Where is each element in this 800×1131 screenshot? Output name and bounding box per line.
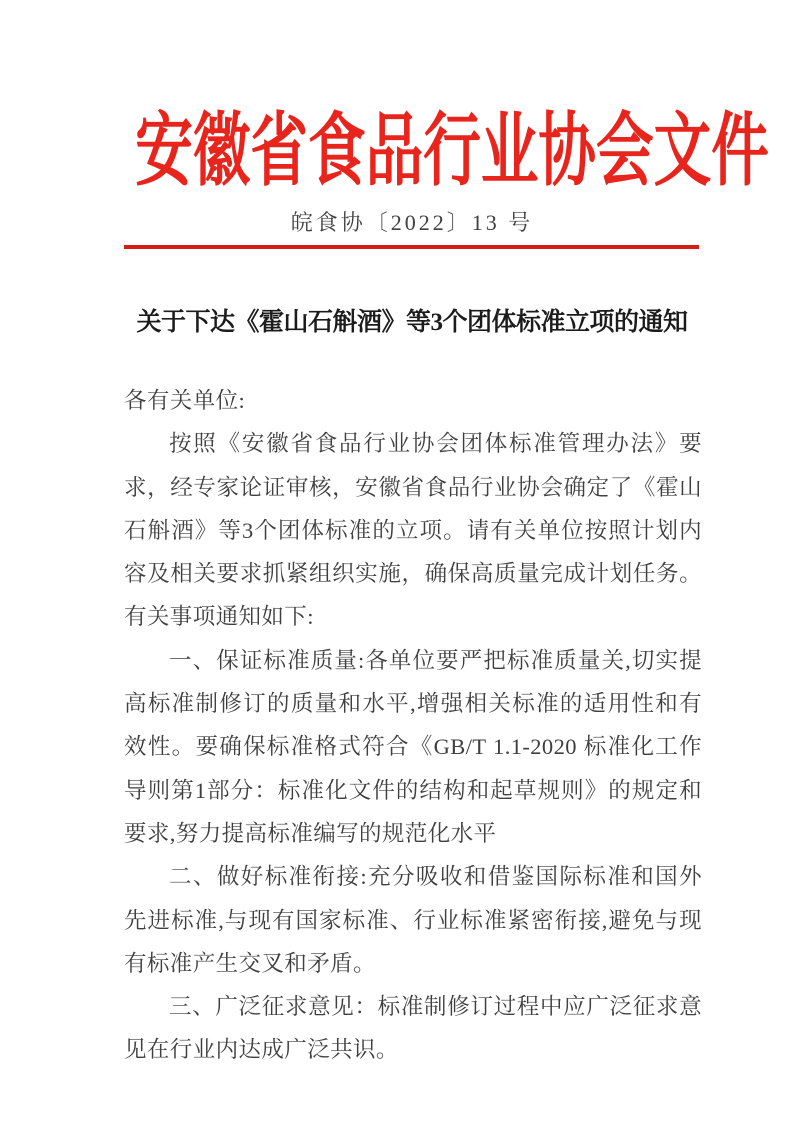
org-title <box>12 110 800 194</box>
body-paragraph-item-1: 一、保证标准质量:各单位要严把标准质量关,切实提高标准制修订的质量和水平,增强相关标准的适用性和有效性。要确保标准格式符合《GB/T 1.1-2020 标准化工作导则第1部分：标准化文件的结构和起草规则》的规定和要求,努力提高标准编写的规范化水平 <box>124 647 702 846</box>
body-paragraph-item-3: 三、广泛征求意见：标准制修订过程中应广泛征求意见在行业内达成广泛共识。 <box>124 994 702 1063</box>
red-divider-line <box>124 245 699 249</box>
body-paragraph-item-2: 二、做好标准衔接:充分吸收和借鉴国际标准和国外先进标准,与现有国家标准、行业标准紧密衔接,避免与现有标准产生交叉和矛盾。 <box>124 864 702 976</box>
salutation: 各有关单位: <box>124 388 246 413</box>
org-title-text: 安徽省食品行业协会文件 <box>135 108 769 196</box>
body-paragraph-intro: 按照《安徽省食品行业协会团体标准管理办法》要求，经专家论证审核，安徽省食品行业协会确定了《霍山石斛酒》等3个团体标准的立项。请有关单位按照计划内容及相关要求抓紧组织实施，确保高质量完成计划任务。有关事项通知如下: <box>124 431 702 630</box>
doc-number: 皖食协〔2022〕13 号 <box>290 210 534 235</box>
document-body <box>124 379 702 1072</box>
doc-title: 关于下达《霍山石斛酒》等3个团体标准立项的通知 <box>136 309 688 336</box>
